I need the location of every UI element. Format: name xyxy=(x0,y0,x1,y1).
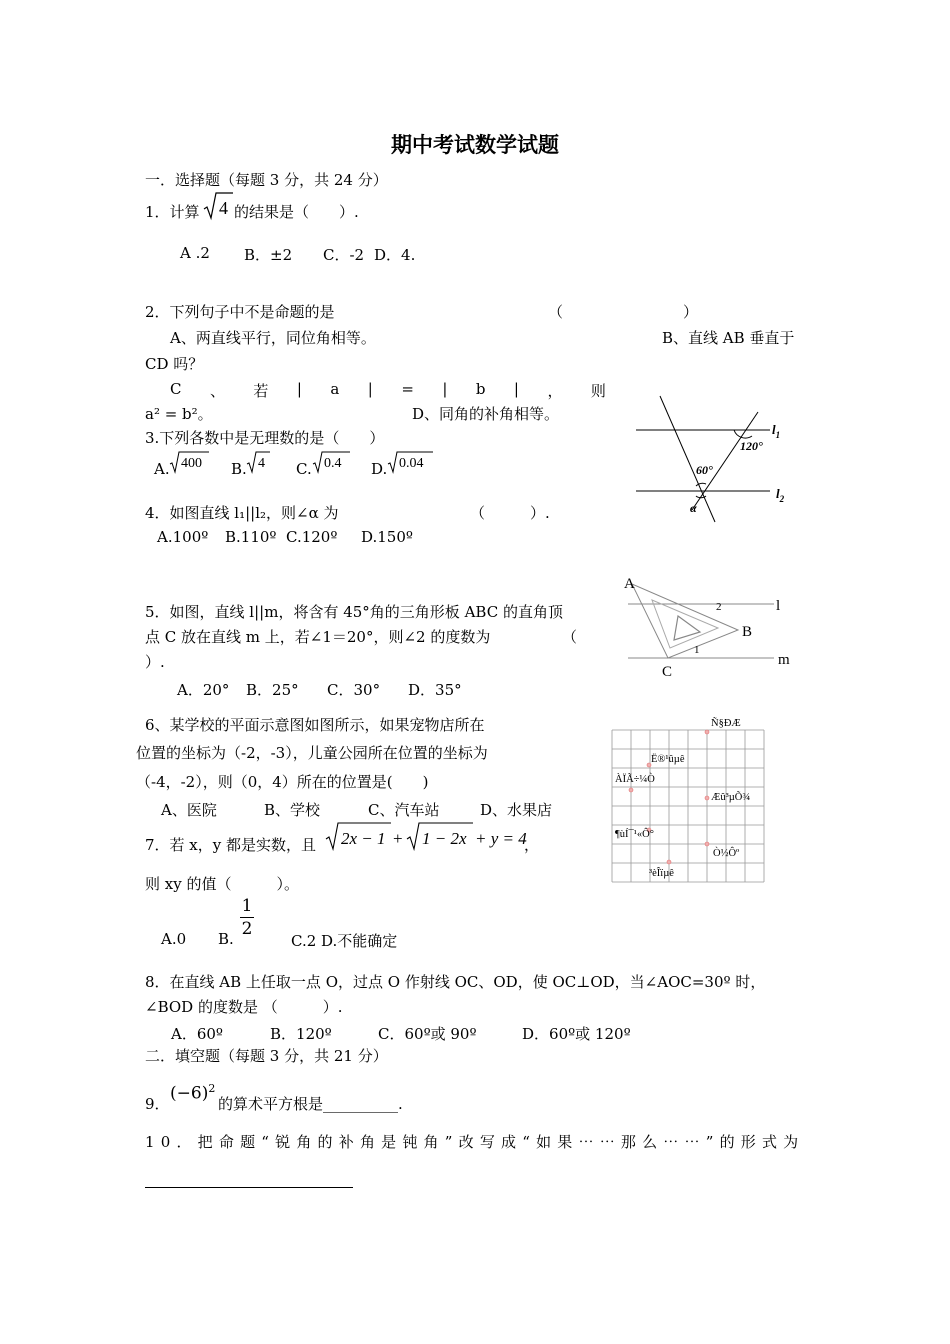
q4-option-a: A.100º xyxy=(157,528,209,546)
q6-option-b: B、学校 xyxy=(264,801,321,819)
label-l2-letter: l xyxy=(776,486,780,501)
q8-option-d: D．60º或 120º xyxy=(522,1025,631,1043)
grid-label: Æû³µÕ¾ xyxy=(711,792,751,803)
grid-label: ³èÎïµê xyxy=(649,868,674,879)
label-alpha: α xyxy=(690,501,697,515)
q3-option-a-radicand: 400 xyxy=(181,456,202,471)
q2-c-char: | xyxy=(367,380,373,398)
section-2-heading: 二．填空题（每题 3 分，共 21 分） xyxy=(145,1047,388,1065)
q2-c-char: | xyxy=(442,380,448,398)
q7-option-a: A.0 xyxy=(161,930,187,948)
q3-option-b-sqrt xyxy=(246,450,270,474)
q8-line-1: 8．在直线 AB 上任取一点 O，过点 O 作射线 OC、OD，使 OC⊥OD，当∠AOC=30º 时， xyxy=(145,973,766,991)
q3-option-d-label: D. xyxy=(371,460,388,478)
q4-option-b: B.110º xyxy=(225,528,277,546)
q1-option-a: A .2 xyxy=(180,244,210,262)
q1-option-d: D．4. xyxy=(374,246,416,264)
q8-option-c: C．60º或 90º xyxy=(378,1025,477,1043)
q7-option-b: B. xyxy=(218,930,234,948)
q3-option-b-radicand: 4 xyxy=(258,456,265,471)
q6-line-2: 位置的坐标为（-2，-3），儿童公园所在位置的坐标为 xyxy=(136,744,488,762)
q3-option-c-sqrt xyxy=(312,450,350,474)
q2-c-char: a xyxy=(330,380,340,398)
transversal-2 xyxy=(692,412,758,510)
q2-c-char: | xyxy=(513,380,519,398)
q4-stem: 4．如图直线 l₁||l₂，则∠α 为 xyxy=(145,504,339,522)
label-angle-2: 2 xyxy=(716,601,722,613)
grid-label: Ò½Ôº xyxy=(713,848,740,859)
grid-label: Ñ§ÐÆ xyxy=(711,718,741,729)
q6-line-3: （-4，-2），则（0，4）所在的位置是( ) xyxy=(136,773,429,791)
q7-option-cd: C.2 D.不能确定 xyxy=(291,932,398,950)
q5-option-a: A．20° xyxy=(177,681,230,699)
q2-paren: （ ） xyxy=(548,303,699,321)
label-m: m xyxy=(778,652,790,668)
q5-triangle-figure xyxy=(618,570,828,682)
grid-label: ÀÏÃ÷¼Ò xyxy=(615,774,655,785)
q10-answer-blank xyxy=(145,1187,353,1188)
q2-option-b: B、直线 AB 垂直于 xyxy=(662,329,795,347)
q5-option-b: B．25° xyxy=(246,681,299,699)
q1-radicand: 4 xyxy=(219,198,228,218)
q2-c-char: | xyxy=(296,380,302,398)
q7-suffix: ， xyxy=(524,836,540,854)
label-l: l xyxy=(776,598,781,614)
q8-line-2: ∠BOD 的度数是 （ ）. xyxy=(145,998,343,1016)
q3-option-a-sqrt xyxy=(169,450,209,474)
q7-equation xyxy=(325,820,535,852)
grid-label: ¶ùÍ¯¹«Ô° xyxy=(615,829,654,840)
q7-plus: + xyxy=(393,829,403,848)
q3-option-a-label: A. xyxy=(154,460,170,478)
q2-c-char: = xyxy=(401,380,414,398)
q2-stem: 2．下列句子中不是命题的是 xyxy=(145,303,335,321)
q6-school-map-grid xyxy=(611,712,766,884)
q4-parallel-lines-figure xyxy=(630,392,800,532)
q2-option-c-cont: a² = b²。 xyxy=(145,405,213,423)
q2-c-char: 则 xyxy=(590,382,606,400)
point-marker xyxy=(629,788,633,792)
q7-radicand-1: 2x − 1 xyxy=(341,829,386,848)
q5-line-2: 点 C 放在直线 m 上，若∠1＝20°，则∠2 的度数为 xyxy=(145,628,491,646)
q2-option-b-cont: CD 吗？ xyxy=(145,355,204,373)
grid-lines xyxy=(612,730,764,882)
q6-line-1: 6、某学校的平面示意图如图所示，如果宠物店所在 xyxy=(145,716,485,734)
label-l1-letter: l xyxy=(772,422,776,437)
q6-option-c: C、汽车站 xyxy=(368,801,440,819)
q4-paren: （ ）. xyxy=(470,504,550,522)
q2-c-char: 若 xyxy=(253,382,269,400)
label-l2 xyxy=(776,486,785,504)
q1-option-b: B．±2 xyxy=(244,246,293,264)
q2-option-d: D、同角的补角相等。 xyxy=(412,405,560,423)
q9-prefix: 9． xyxy=(145,1095,170,1113)
label-l2-sub: 2 xyxy=(779,494,785,504)
q3-option-d-sqrt xyxy=(387,450,433,474)
q7-fraction-num: 1 xyxy=(241,896,253,916)
label-l1 xyxy=(772,422,780,440)
q2-c-char: 、 xyxy=(209,382,225,400)
q8-option-b: B．120º xyxy=(270,1025,332,1043)
q3-option-c-label: C. xyxy=(296,460,312,478)
q5-line-3: ）. xyxy=(145,653,165,671)
point-marker xyxy=(705,730,709,734)
q1-option-c: C．-2 xyxy=(323,246,365,264)
q7-fraction-den: 2 xyxy=(241,919,253,939)
q8-option-a: A．60º xyxy=(171,1025,223,1043)
q9-expression xyxy=(170,1082,215,1104)
q5-option-c: C．30° xyxy=(327,681,381,699)
q7-prefix: 7．若 x，y 都是实数，且 xyxy=(145,836,317,854)
q7-fraction xyxy=(240,896,254,939)
q4-option-d: D.150º xyxy=(361,528,413,546)
q7-line-2: 则 xy 的值（ ）。 xyxy=(145,875,299,893)
q7-radicand-2: 1 − 2x xyxy=(422,829,467,848)
q2-option-c-row xyxy=(170,380,606,401)
transversal-1 xyxy=(660,396,715,522)
q6-option-d: D、水果店 xyxy=(480,801,553,819)
grid-label: Ë®¹ûµê xyxy=(651,754,685,765)
q5-line-1: 5．如图，直线 l||m，将含有 45°角的三角形板 ABC 的直角顶 xyxy=(145,603,563,621)
q2-c-char: C xyxy=(170,380,182,398)
q3-option-b-label: B. xyxy=(231,460,247,478)
q9-base: (−6) xyxy=(170,1083,209,1104)
q3-stem: 3.下列各数中是无理数的是（ ） xyxy=(145,429,385,447)
page-title: 期中考试数学试题 xyxy=(391,132,559,157)
label-l1-sub: 1 xyxy=(775,430,781,440)
label-60: 60° xyxy=(696,463,713,477)
point-marker xyxy=(667,860,671,864)
set-square-hole xyxy=(674,616,700,640)
q2-option-a: A、两直线平行，同位角相等。 xyxy=(170,329,376,347)
q2-c-char: ， xyxy=(547,382,563,400)
q1-prefix: 1．计算 xyxy=(145,203,200,221)
angle-60-arc xyxy=(696,483,706,486)
q10-text: 10．把命题“锐角的补角是钝角”改写成“如果⋯⋯那么⋯⋯”的形式为 xyxy=(145,1133,805,1151)
point-marker xyxy=(705,842,709,846)
label-A: A xyxy=(624,576,635,592)
label-angle-1: 1 xyxy=(694,644,700,656)
label-120: 120° xyxy=(740,439,763,453)
section-1-heading: 一．选择题（每题 3 分，共 24 分） xyxy=(145,171,388,189)
q5-paren: （ xyxy=(562,628,578,646)
q3-option-d-radicand: 0.04 xyxy=(399,456,424,471)
q7-fraction-bar xyxy=(240,917,254,918)
label-C: C xyxy=(662,664,673,680)
q6-option-a: A、医院 xyxy=(161,801,217,819)
point-marker xyxy=(705,796,709,800)
q9-exponent: 2 xyxy=(208,1082,216,1095)
label-B: B xyxy=(742,624,753,640)
q3-option-c-radicand: 0.4 xyxy=(324,456,342,471)
q7-rhs: + y = 4 xyxy=(475,829,527,848)
q4-option-c: C.120º xyxy=(286,528,338,546)
q1-suffix: 的结果是（ ）. xyxy=(234,203,359,221)
q9-suffix: 的算术平方根是__________. xyxy=(218,1095,403,1113)
q2-c-char: b xyxy=(475,380,486,398)
q1-sqrt xyxy=(203,191,233,221)
q5-option-d: D．35° xyxy=(408,681,462,699)
